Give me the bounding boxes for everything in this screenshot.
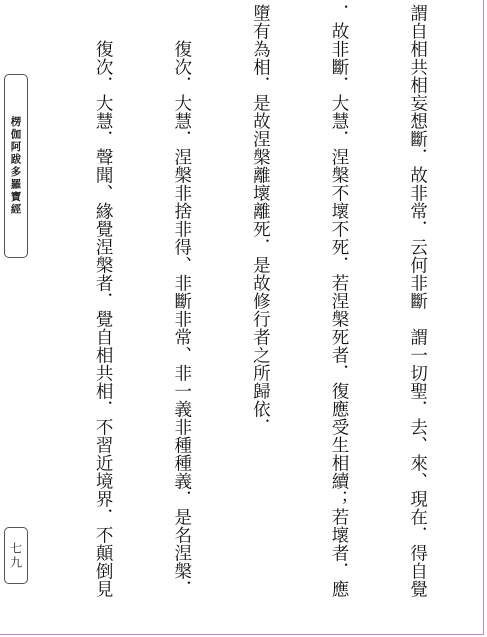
text-column: 謂自相共相妄想斷．故非常．云何非斷 謂一切聖．去、來、現在．得自覺 [407, 4, 428, 598]
text-column: 墮有為相．是故涅槃離壞離死．是故修行者之所歸依． [250, 4, 271, 436]
text-column: 復次．大慧．涅槃非捨非得、非斷非常、非一義非種種義．是名涅槃． [171, 4, 192, 598]
page-number-label: 七九 [4, 527, 28, 584]
sutra-text [52, 4, 483, 633]
book-title-label: 楞伽阿跋多羅寶經 [4, 74, 28, 258]
text-column: ．故非斷．大慧．涅槃不壞不死．若涅槃死者．復應受生相續；若壞者．應 [328, 4, 349, 598]
text-column: 復次．大慧．聲聞、緣覺涅槃者．覺自相共相．不習近境界．不顛倒見 [93, 4, 114, 598]
